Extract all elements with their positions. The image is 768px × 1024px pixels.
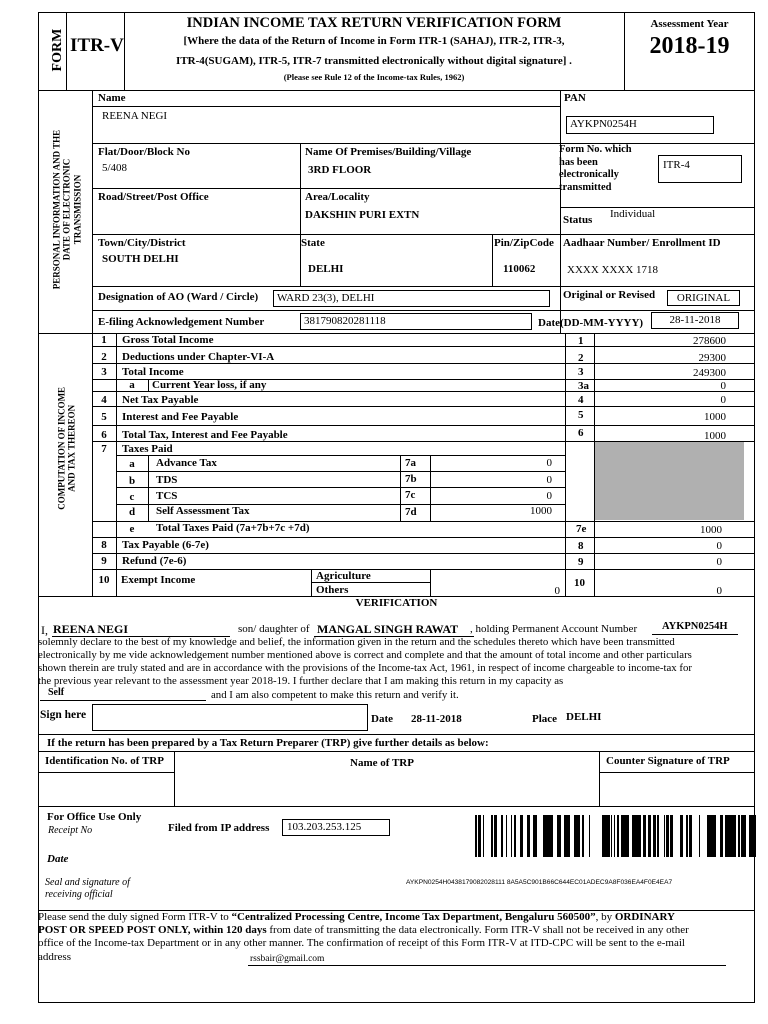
row-code: 3 [578,366,584,378]
gray-block [595,442,744,520]
footer-cpc-address: “Centralized Processing Centre, Income Tax Department, Bengaluru 560500” [231,911,596,923]
exempt-others: Others [316,584,349,596]
row-label: Gross Total Income [122,334,214,346]
orig-label: Original or Revised [563,289,656,301]
row-label: Net Tax Payable [122,394,199,406]
verif-date-label: Date [371,713,393,725]
town-value: SOUTH DELHI [102,253,179,265]
ao-value: WARD 23(3), DELHI [277,292,375,304]
row-value: 29300 [698,352,726,364]
assessment-year-value: 2018-19 [649,33,730,59]
row-label: Total Income [122,366,184,378]
tax-code: 7b [405,473,417,485]
verif-i: I, [41,623,48,637]
tax-value: 0 [546,474,552,486]
row-no: 7 [101,443,107,455]
row-no: 3 [101,366,107,378]
row-code: 1 [578,335,584,347]
verif-line-2: electronically by me vide acknowledgement number mentioned above is correct and complete and that the amount of total income and other particulars [38,649,692,661]
sign-label: Sign here [40,709,87,721]
row-no: 1 [101,334,107,346]
row-no: 2 [101,351,107,363]
tax-no: a [129,458,135,470]
tax-no: c [129,491,135,503]
footer-notice [38,911,755,964]
tax-value: 1000 [530,505,552,517]
side-label-computation: COMPUTATION OF INCOME AND TAX THEREON [56,386,77,510]
row-value: 0 [720,380,726,392]
exempt-label: Exempt Income [121,574,196,586]
verif-line-1: solemnly declare to the best of my knowledge and belief, the information given in the return and the schedules thereto which have been transmitted [38,636,675,648]
verif-line-4: the previous year relevant to the assessment year 2018-19. I further declare that I am making this return in my capacity as [38,675,564,687]
form-no-label: Form No. which has been electronically transmitted [559,144,632,193]
row-label: Taxes Paid [122,443,173,455]
assessment-year-label: Assessment Year [650,18,729,30]
trp-name-label: Name of TRP [350,757,414,769]
aadhaar-value: XXXX XXXX 1718 [567,264,659,276]
row-label: Interest and Fee Payable [122,411,239,423]
status-label: Status [563,214,593,226]
name-value: REENA NEGI [102,110,168,122]
verif-place-label: Place [532,713,558,725]
refund-no: 9 [101,555,107,567]
trp-intro: If the return has been prepared by a Tax Return Preparer (TRP) give further details as below: [47,737,489,749]
form-title: INDIAN INCOME TAX RETURN VERIFICATION FORM [186,15,562,31]
verif-son-of: son/ daughter of [238,623,310,635]
footer-p4: address [38,950,71,963]
form-no-value: ITR-4 [663,159,690,171]
premises-value: 3RD FLOOR [308,164,372,176]
tax-code: 7d [405,506,417,518]
premises-label: Name Of Premises/Building/Village [305,146,472,158]
row-label: Deductions under Chapter-VI-A [122,351,275,363]
verif-name: REENA NEGI [53,622,129,636]
form-word: FORM [49,28,65,72]
row-code: 6 [578,427,584,439]
form-rule: (Please see Rule 12 of the Income-tax Rules, 1962) [283,72,465,82]
office-title: For Office Use Only [47,811,142,823]
tax-code: 7a [405,457,416,469]
exempt-others-value: 0 [554,585,560,597]
tax-value: 0 [546,490,552,502]
verif-father: MANGAL SINGH RAWAT [317,622,459,636]
tax-payable-code: 8 [578,540,584,552]
aadhaar-label: Aadhaar Number/ Enrollment ID [563,237,721,249]
row-no: 4 [101,394,107,406]
side-label-personal: PERSONAL INFORMATION AND THE DATE OF ELECTRONIC TRANSMISSION [51,129,83,290]
row-value: 1000 [704,411,726,423]
tax-label: Self Assessment Tax [156,505,250,517]
sign-box[interactable] [92,704,368,731]
refund-label: Refund (7e-6) [122,555,187,567]
pan-label: PAN [564,92,586,104]
barcode-image [475,815,765,857]
row-value: 1000 [704,430,726,442]
row-no: a [129,379,135,391]
total-paid-code: 7e [576,523,587,535]
tax-payable-value: 0 [716,540,722,552]
pan-value: AYKPN0254H [570,118,637,130]
row-code: 2 [578,352,584,364]
footer-post-speed: POST OR SPEED POST ONLY, within 120 days [38,924,267,937]
row-value: 278600 [693,335,726,347]
orig-value: ORIGINAL [676,292,731,304]
ack-label: E-filing Acknowledgement Number [98,316,265,328]
total-paid-value: 1000 [700,524,722,536]
road-label: Road/Street/Post Office [98,191,209,203]
trp-id-label: Identification No. of TRP [45,755,164,767]
verif-line-5: and I am also competent to make this return and verify it. [211,689,459,701]
name-label: Name [98,92,126,104]
state-value: DELHI [308,263,344,275]
exempt-value: 0 [716,585,722,597]
footer-p1c: , by [595,911,615,923]
tax-label: TCS [156,490,178,502]
area-value: DAKSHIN PURI EXTN [305,209,420,221]
verif-pan: AYKPN0254H [662,621,728,632]
total-paid-no: e [129,523,135,535]
verification-title: VERIFICATION [355,597,438,609]
efile-date-label: Date(DD-MM-YYYY) [538,317,644,329]
verif-place-value: DELHI [566,711,602,723]
form-subtitle-1: [Where the data of the Return of Income in Form ITR-1 (SAHAJ), ITR-2, ITR-3, [183,35,565,47]
exempt-code: 10 [574,577,585,589]
verif-line-3: shown therein are truly stated and are in accordance with the provisions of the Income-tax Act, 1961, in respect of income chargeable to income-tax for [38,662,692,674]
footer-p1: Please send the duly signed Form ITR-V to [38,911,232,923]
exempt-no: 10 [98,574,110,586]
row-value: 249300 [693,367,726,379]
ip-value: 103.203.253.125 [287,821,362,833]
tax-value: 0 [546,457,552,469]
footer-p2c: from date of transmitting the data electronically. Form ITR-V shall not be received in any other [266,924,689,937]
tax-payable-no: 8 [101,539,107,551]
barcode-text: AYKPN0254H0438179082028111 8A5A5C901B66C644EC01ADEC9A8F036EA4F0E4EA7 [406,879,673,886]
ao-label: Designation of AO (Ward / Circle) [98,291,259,303]
efile-date-value: 28-11-2018 [669,314,721,326]
state-label: State [301,237,325,249]
tax-payable-label: Tax Payable (6-7e) [122,539,209,551]
footer-email: rssbair@gmail.com [250,954,325,964]
office-seal-1: Seal and signature of [45,877,130,888]
office-seal-2: receiving official [45,889,113,900]
office-receipt: Receipt No [48,825,93,836]
verif-capacity: Self [48,687,65,698]
area-label: Area/Locality [305,191,370,203]
total-paid-label: Total Taxes Paid (7a+7b+7c +7d) [156,522,310,534]
refund-value: 0 [716,556,722,568]
row-label: Current Year loss, if any [152,379,267,391]
flat-value: 5/408 [102,162,128,174]
status-value: Individual [610,208,656,220]
refund-code: 9 [578,556,584,568]
town-label: Town/City/District [98,237,186,249]
pin-value: 110062 [503,263,536,275]
tax-code: 7c [405,489,416,501]
ip-label: Filed from IP address [168,822,270,834]
footer-p3: office of the Income-tax Department or in any other manner. The confirmation of receipt of this Form ITR-V at ITD-CPC will be sent to the e-mail [38,937,685,950]
flat-label: Flat/Door/Block No [98,146,190,158]
verif-holding: , holding Permanent Account Number [470,623,638,635]
row-code: 3a [578,380,589,392]
row-code: 5 [578,409,584,421]
row-no: 5 [101,411,107,423]
row-label: Total Tax, Interest and Fee Payable [122,429,288,441]
tax-no: b [128,475,136,487]
tax-no: d [128,506,136,518]
ack-value: 381790820281118 [304,315,386,327]
row-value: 0 [720,394,726,406]
row-no: 6 [101,429,107,441]
form-name: ITR-V [70,35,124,56]
tax-label: TDS [156,474,178,486]
form-subtitle-2: ITR-4(SUGAM), ITR-5, ITR-7 transmitted electronically without digital signature] . [176,55,572,67]
pin-label: Pin/ZipCode [494,237,554,249]
trp-sign-label: Counter Signature of TRP [606,755,730,767]
verif-date-value: 28-11-2018 [411,713,462,725]
tax-label: Advance Tax [156,457,217,469]
office-date: Date [47,853,69,865]
exempt-agri: Agriculture [316,570,371,582]
row-code: 4 [578,394,584,406]
footer-ordinary: ORDINARY [614,911,675,923]
